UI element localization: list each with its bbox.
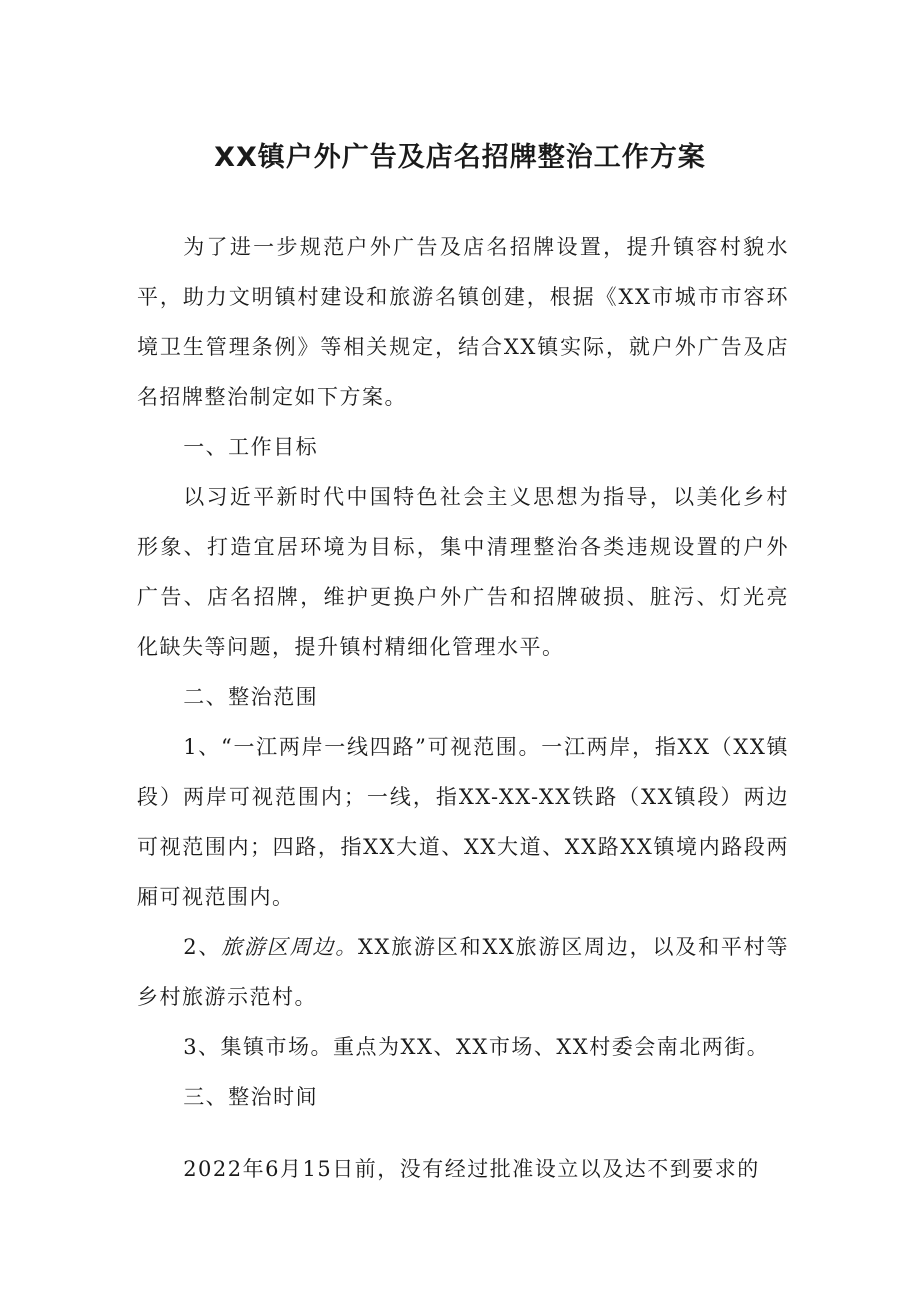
section-heading-goals: 一、工作目标 [183, 435, 319, 459]
intro-paragraph: 为了进一步规范户外广告及店名招牌设置，提升镇容村貌水平，助力文明镇村建设和旅游名镇创建，根据《XX市城市市容环境卫生管理条例》等相关规定，结合XX镇实际，就户外广告及店名招牌整治制定如下方案。 [137, 235, 789, 409]
goals-paragraph: 以习近平新时代中国特色社会主义思想为指导，以美化乡村形象、打造宜居环境为目标，集中清理整治各类违规设置的户外广告、店名招牌，维护更换户外广告和招牌破损、脏污、灯光亮化缺失等问题，提升镇村精细化管理水平。 [137, 485, 789, 659]
scope-item-2-text: XX旅游区和XX旅游区周边，以及和平村等乡村旅游示范村。 [137, 935, 789, 1009]
section-heading-scope: 二、整治范围 [183, 685, 319, 709]
scope-item-3: 3、集镇市场。重点为XX、XX市场、XX村委会南北两街。 [183, 1035, 770, 1059]
scope-item-2-emphasis: 旅游区周边。 [221, 935, 359, 959]
scope-item-2-number: 2、 [183, 935, 222, 959]
time-paragraph: 2022年6月15日前，没有经过批准设立以及达不到要求的 [183, 1157, 760, 1181]
scope-item-1: 1、“一江两岸一线四路”可视范围。一江两岸，指XX（XX镇段）两岸可视范围内；一线，指XX-XX-XX铁路（XX镇段）两边可视范围内；四路，指XX大道、XX大道、XX路XX镇境内路段两厢可视范围内。 [137, 735, 789, 909]
document-body [137, 222, 789, 1194]
section-heading-time: 三、整治时间 [183, 1085, 319, 1109]
scope-item-2 [137, 922, 789, 1022]
document-title: XX镇户外广告及店名招牌整治工作方案 [214, 142, 706, 173]
